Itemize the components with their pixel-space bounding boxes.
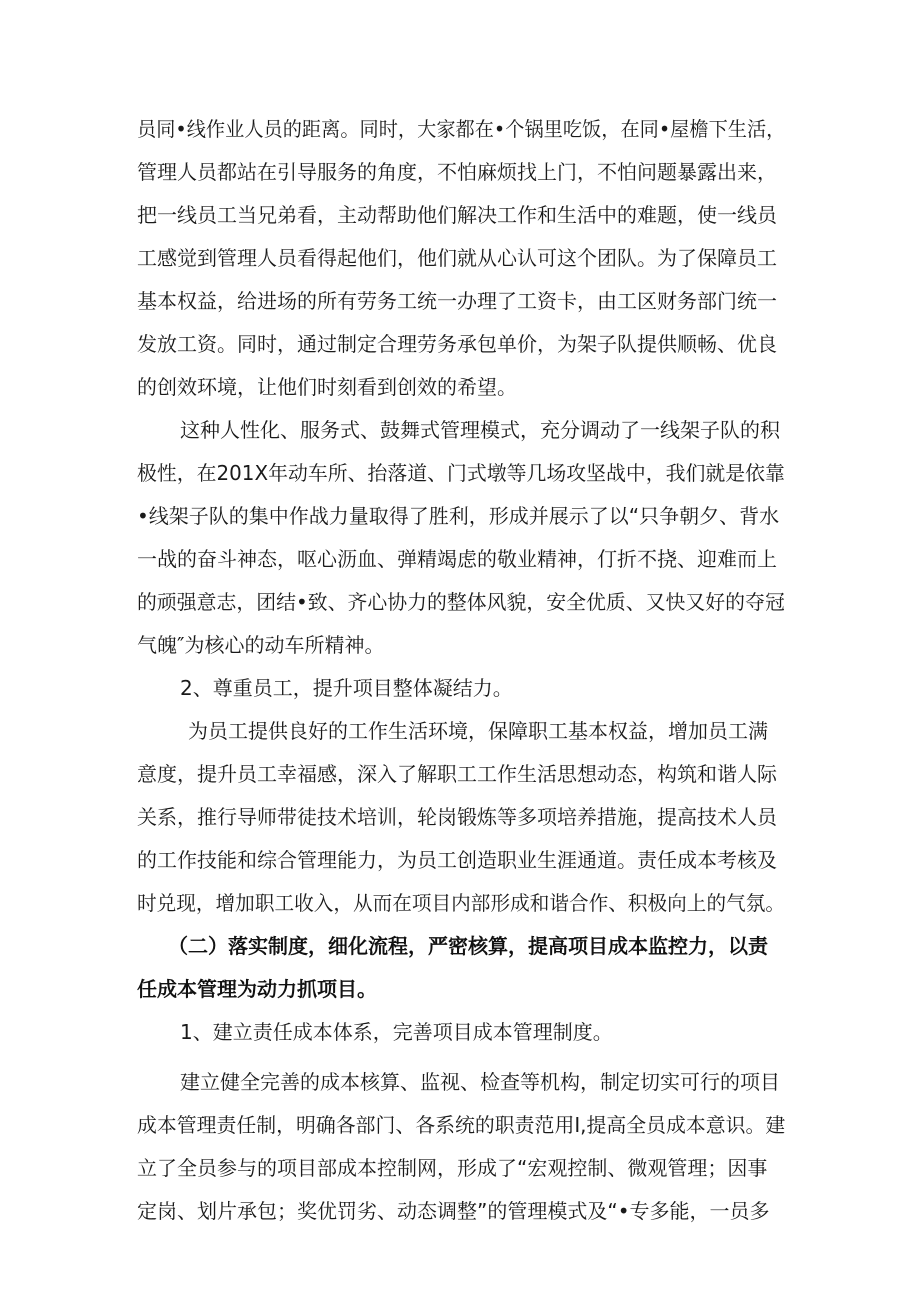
bold-heading-line-1: （二）落实制度，细化流程，严密核算，提高项目成本监控力，以责 [168, 934, 768, 958]
section-heading-2: 2、尊重员工，提升项目整体凝结力。 [180, 676, 513, 700]
text-line-25: 立了全员参与的项目部成本控制网，形成了“宏观控制、微观管理；因事 [137, 1156, 768, 1180]
text-line-17: 关系，推行导师带徒技术培训，轮岗锻炼等多项培养措施，提高技术人员 [137, 805, 777, 829]
text-line-16: 意度，提升员工幸福感，深入了解职工工作生活思想动态，构筑和谐人际 [137, 762, 777, 786]
text-line-11: 一战的奋斗神态，呕心沥血、弹精竭虑的敬业精神，仃折不挠、迎难而上 [137, 547, 777, 571]
text-line-13: 气魄″为核心的动车所精神。 [137, 633, 385, 657]
text-line-2: 管理人员都站在引导服务的角度，不怕麻烦找上门，不怕问题暴露出来， [137, 160, 777, 184]
section-heading-1: 1、建立责任成本体系，完善项目成本管理制度。 [180, 1020, 613, 1044]
bold-heading-line-2: 任成本管理为动力抓项目。 [137, 977, 377, 1001]
text-line-24: 成本管理责任制，明确各部门、各系统的职责范用Ⅰ,提高全员成本意识。建 [137, 1113, 786, 1137]
text-line-10: •线架子队的集中作战力量取得了胜利，形成并展示了以“只争朝夕、背水 [137, 504, 780, 528]
text-line-19: 时兑现，增加职工收入，从而在项目内部形成和谐合作、积极向上的气氛。 [137, 891, 785, 915]
text-line-7: 的创效环境，让他们时刻看到创效的希望。 [137, 375, 517, 399]
paragraph-start-line-15: 为员工提供良好的工作生活环境，保障职工基本权益，增加员工满 [188, 719, 768, 743]
paragraph-start-line-23: 建立健全完善的成本核算、监视、检查等机构，制定切实可行的项目 [180, 1070, 780, 1094]
text-line-5: 基本权益，给进场的所有劳务工统一办理了工资卡，由工区财务部门统一 [137, 289, 777, 313]
text-line-18: 的工作技能和综合管理能力，为员工创造职业生涯通道。责任成本考核及 [137, 848, 777, 872]
text-line-12: 的顽强意志，团结•致、齐心协力的整体风貌，安全优质、又快又好的夺冠 [137, 590, 785, 614]
text-line-4: 工感觉到管理人员看得起他们，他们就从心认可这个团队。为了保障员工 [137, 246, 777, 270]
text-line-1: 员同•线作业人员的距离。同时，大家都在•个锅里吃饭，在同•屋檐下生活， [137, 117, 786, 141]
text-line-26: 定岗、划片承包；奖优罚劣、动态调整”的管理模式及“•专多能，一员多 [137, 1199, 770, 1223]
text-line-6: 发放工资。同时，通过制定合理劳务承包单价，为架子队提供顺畅、优良 [137, 332, 777, 356]
text-line-9: 极性，在201X年动车所、抬落道、门式墩等几场攻坚战中，我们就是依靠 [137, 461, 785, 485]
text-line-3: 把一线员工当兄弟看，主动帮助他们解决工作和生活中的难题，使一线员 [137, 203, 777, 227]
paragraph-start-line-8: 这种人性化、服务式、鼓舞式管理模式，充分调动了一线架子队的积 [180, 418, 780, 442]
